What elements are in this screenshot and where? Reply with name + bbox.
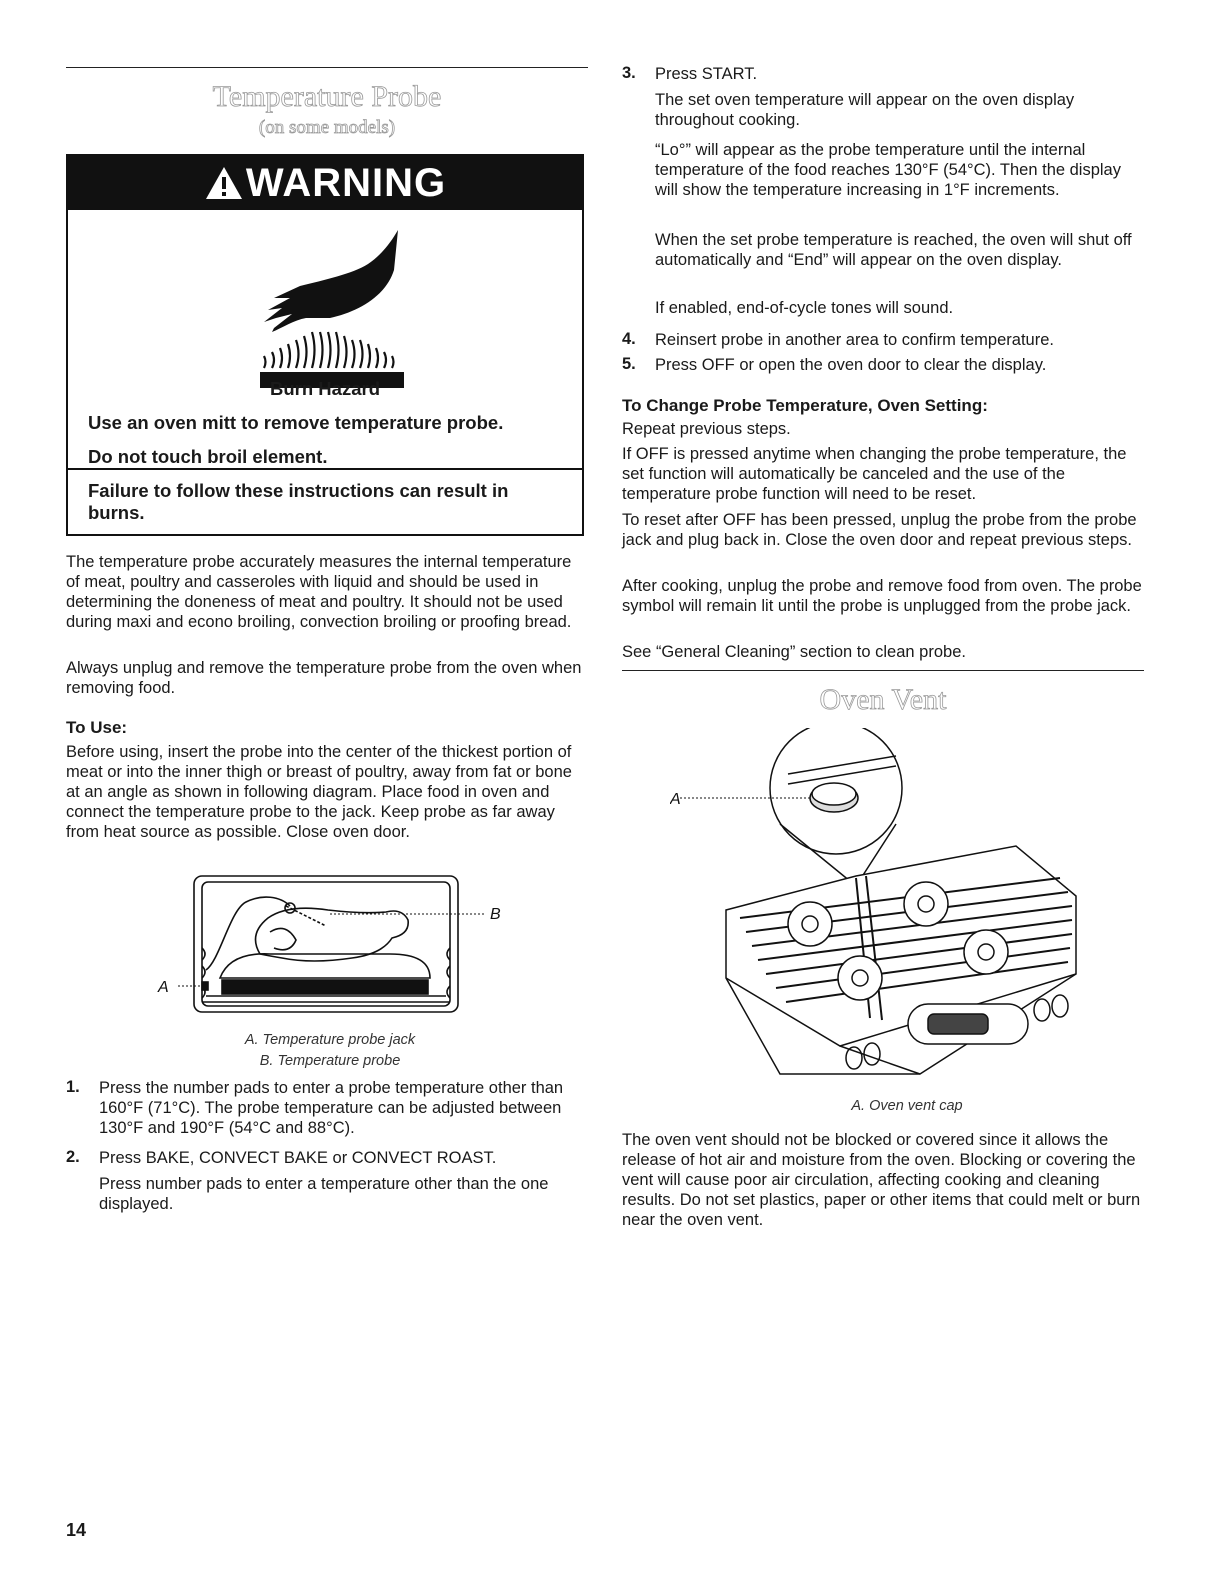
cooktop-illustration <box>670 728 1100 1090</box>
diagram-label-b: B <box>490 906 501 923</box>
warning-box <box>66 154 584 536</box>
step-text: Press BAKE, CONVECT BAKE or CONVECT ROAST. <box>99 1149 497 1167</box>
to-use-heading: To Use: <box>66 718 128 737</box>
step-number: 5. <box>622 355 636 373</box>
oven-cavity-illustration <box>150 870 520 1020</box>
vent-title: Oven Vent <box>819 683 947 716</box>
hazard-title: Burn Hazard <box>270 378 380 399</box>
step-number: 3. <box>622 64 636 82</box>
step-number: 4. <box>622 330 636 348</box>
oven-vent-diagram <box>670 728 1100 1090</box>
intro-paragraph: Always unplug and remove the temperature probe from the oven when removing food. <box>66 659 582 697</box>
section-rule <box>622 670 1144 671</box>
change-paragraph: If OFF is pressed anytime when changing the probe temperature, the set function will automatically be canceled and the use of the temperature probe function will need to be reset. <box>622 445 1127 503</box>
diagram-label-a: A <box>158 979 169 996</box>
change-paragraph: See “General Cleaning” section to clean probe. <box>622 643 966 661</box>
oven-probe-diagram <box>150 870 520 1020</box>
change-paragraph: To reset after OFF has been pressed, unplug the probe from the probe jack and plug back in. Close the oven door and repeat previous steps. <box>622 511 1137 549</box>
step-text: Press the number pads to enter a probe temperature other than 160°F (71°C). The probe temperature can be adjusted between 130°F and 190°F (54°C and 88°C). <box>99 1079 564 1137</box>
vent-label-a: A <box>670 791 681 808</box>
caption-b: B. Temperature probe <box>259 1053 401 1069</box>
warning-label: WARNING <box>245 160 447 205</box>
step-number: 2. <box>66 1148 80 1166</box>
vent-paragraph: The oven vent should not be blocked or covered since it allows the release of hot air and moisture from the oven. Blocking or covering the vent will cause poor air circulation, affecting cooking and cleaning results. Do not set plastics, paper or other items that could melt or burn near the oven vent. <box>622 1131 1141 1229</box>
vent-caption: A. Oven vent cap <box>851 1098 963 1114</box>
change-heading: To Change Probe Temperature, Oven Setting: <box>622 396 988 415</box>
step-text: Reinsert probe in another area to confirm temperature. <box>655 331 1054 349</box>
page-number: 14 <box>66 1520 87 1540</box>
step-sub-text: Press number pads to enter a temperature other than the one displayed. <box>99 1175 549 1213</box>
caption-a: A. Temperature probe jack <box>244 1032 416 1048</box>
step-text: Press START. <box>655 65 758 83</box>
warning-line: Failure to follow these instructions can result in burns. <box>88 480 509 523</box>
step-sub-text: The set oven temperature will appear on the oven display throughout cooking. <box>655 91 1075 129</box>
step-sub-text: If enabled, end-of-cycle tones will sound. <box>655 299 954 317</box>
warning-line: Do not touch broil element. <box>88 446 328 467</box>
warning-line: Use an oven mitt to remove temperature probe. <box>88 412 504 433</box>
step-number: 1. <box>66 1078 80 1096</box>
warning-header <box>68 156 582 210</box>
warning-divider <box>68 468 582 470</box>
warning-triangle-icon <box>204 165 244 201</box>
change-paragraph: Repeat previous steps. <box>622 420 791 438</box>
section-subtitle: (on some models) <box>258 117 396 138</box>
intro-paragraph: The temperature probe accurately measures the internal temperature of meat, poultry and casseroles with liquid and should be used in determining the doneness of meat and poultry. It should not be used during maxi and econo broiling, convection broiling or proofing bread. <box>66 553 572 631</box>
section-title: Temperature Probe <box>212 80 442 113</box>
burn-hazard-illustration <box>68 210 582 524</box>
change-paragraph: After cooking, unplug the probe and remove food from oven. The probe symbol will remain lit until the probe is unplugged from the probe jack. <box>622 577 1142 615</box>
to-use-paragraph: Before using, insert the probe into the center of the thickest portion of meat or into the inner thigh or breast of poultry, away from fat or bone at an angle as shown in following diagram. Place food in oven and connect the temperature probe to the jack. Keep probe as far away from heat source as possible. Close oven door. <box>66 743 572 841</box>
step-sub-text: When the set probe temperature is reached, the oven will shut off automatically and “End” will appear on the oven display. <box>655 231 1132 269</box>
step-sub-text: “Lo°” will appear as the probe temperature until the internal temperature of the food reaches 130°F (54°C). Then the display will show the temperature increasing in 1°F increments. <box>655 141 1121 199</box>
section-rule <box>66 67 588 68</box>
step-text: Press OFF or open the oven door to clear the display. <box>655 356 1047 374</box>
